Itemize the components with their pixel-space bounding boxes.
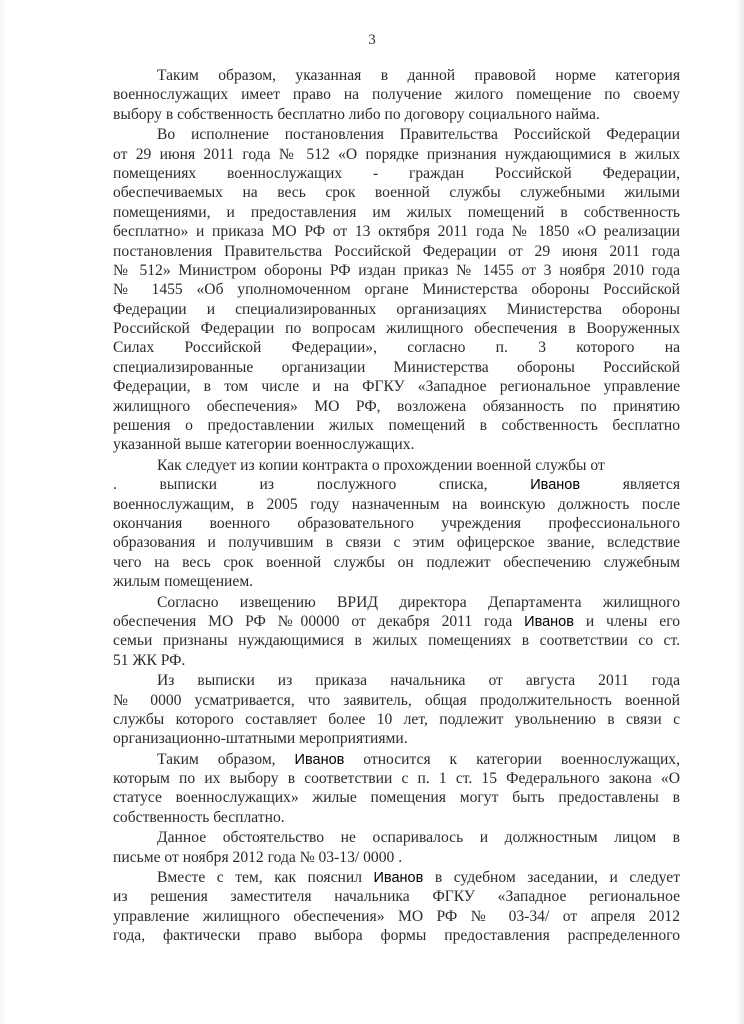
paragraph: [113, 125, 680, 455]
text-line: [113, 750, 680, 769]
text-line: [113, 203, 680, 222]
text-segment: службы которого составляет более 10 лет, подлежит увольнению в связи с: [113, 710, 680, 728]
text-segment: в судебном заседании, и следует: [423, 869, 680, 887]
text-line: [113, 397, 680, 416]
text-line: [113, 358, 680, 377]
text-segment: и члены его: [573, 612, 680, 630]
text-segment: военнослужащих имеет право на получение жилого помещение по своему: [113, 86, 680, 104]
text-segment: 51 ЖК РФ.: [113, 651, 186, 669]
document-body: [113, 66, 680, 947]
text-segment: Российской Федерации по вопросам жилищного обеспечения в Вооруженных: [113, 320, 680, 338]
text-line: [113, 788, 680, 807]
text-line: [113, 145, 680, 164]
person-name: Иванов: [373, 870, 424, 887]
text-line: [113, 222, 680, 241]
text-line: [113, 631, 680, 650]
text-line: [113, 435, 680, 454]
text-line: [113, 729, 680, 748]
text-segment: организационно-штатными мероприятиями.: [113, 730, 408, 748]
text-line: [113, 769, 680, 788]
text-segment: № 1455 «Об уполномоченном органе Министерства обороны Российской: [113, 281, 680, 299]
text-line: [113, 533, 680, 552]
text-segment: Из выписки из приказа начальника от августа 2011 года: [157, 672, 680, 690]
text-segment: которым по их выбору в соответствии с п. 1 ст. 15 Федерального закона «О: [113, 770, 680, 788]
text-line: [113, 66, 680, 85]
text-line: [113, 868, 680, 887]
text-segment: чего на весь срок военной службы он подлежит обеспечению служебным: [113, 553, 680, 571]
person-name: Иванов: [530, 477, 581, 494]
text-segment: постановления Правительства Российской Федерации от 29 июня 2011 года: [113, 242, 680, 260]
text-segment: обеспечения МО РФ №00000 от декабря 2011 года: [113, 612, 525, 630]
paragraph: [113, 456, 680, 592]
text-segment: управление жилищного обеспечения» МО РФ № 03-34/ от апреля 2012: [113, 907, 680, 925]
text-segment: Как следует из копии контракта о прохождении военной службы от: [157, 456, 605, 474]
text-line: [113, 907, 680, 926]
text-segment: Федерации, в том числе и на ФГКУ «Западное региональное управление: [113, 378, 680, 396]
text-line: [113, 319, 680, 338]
text-line: [113, 593, 680, 612]
text-line: [113, 164, 680, 183]
text-segment: из решения заместителя начальника ФГКУ «Западное региональное: [113, 888, 680, 906]
text-line: [113, 514, 680, 533]
text-segment: жилищного обеспечения» МО РФ, возложена обязанность по принятию: [113, 397, 680, 415]
paragraph: [113, 66, 680, 124]
text-line: [113, 261, 680, 280]
text-segment: окончания военного образовательного учреждения профессионального: [113, 514, 680, 532]
text-segment: Таким образом, указанная в данной правовой норме категория: [157, 67, 680, 84]
text-line: [113, 377, 680, 396]
text-line: [113, 125, 680, 144]
text-segment: семьи признаны нуждающимися в жилых помещениях в соответствии со ст.: [113, 632, 680, 650]
text-segment: специализированные организации Министерства обороны Российской: [113, 358, 680, 376]
paragraph: [113, 868, 680, 946]
text-segment: образования и получившим в связи с этим офицерское звание, вследствие: [113, 534, 680, 552]
text-line: [113, 612, 680, 631]
text-line: [113, 926, 680, 945]
text-line: [113, 848, 680, 867]
text-line: [113, 691, 680, 710]
text-segment: от 29 июня 2011 года № 512 «О порядке признания нуждающимися в жилых: [113, 145, 680, 163]
text-segment: относится к категории военнослужащих,: [344, 750, 680, 768]
text-segment: статусе военнослужащих» жилые помещения могут быть предоставлены в: [113, 789, 680, 807]
person-name: Иванов: [294, 751, 345, 768]
text-segment: Вместе с тем, как пояснил: [157, 869, 374, 887]
text-segment: Таким образом,: [157, 750, 295, 768]
text-line: [113, 475, 680, 494]
text-line: [113, 338, 680, 357]
text-line: [113, 572, 680, 591]
text-segment: Данное обстоятельство не оспаривалось и должностным лицом в: [157, 829, 680, 847]
text-line: [113, 553, 680, 572]
text-line: [113, 808, 680, 827]
text-segment: помещениями, и предоставления им жилых помещений в собственность: [113, 203, 680, 221]
text-segment: года, фактически право выбора формы предоставления распределенного: [113, 927, 680, 945]
paragraph: [113, 671, 680, 749]
text-line: [113, 651, 680, 670]
text-segment: жилым помещением.: [113, 573, 254, 591]
text-segment: выбору в собственность бесплатно либо по договору социального найма.: [113, 105, 600, 123]
text-segment: помещениях военнослужащих - граждан Российской Федерации,: [113, 164, 680, 182]
text-line: [113, 242, 680, 261]
text-segment: Согласно извещению ВРИД директора Департамента жилищного: [157, 593, 680, 611]
text-line: [113, 456, 680, 475]
paragraph: [113, 750, 680, 828]
text-segment: . выписки из послужного списка,: [113, 476, 531, 494]
text-segment: № 0000 усматривается, что заявитель, общая продолжительность военной: [113, 691, 680, 709]
text-line: [113, 416, 680, 435]
text-line: [113, 280, 680, 299]
text-segment: Федерации и специализированных организациях Министерства обороны: [113, 300, 680, 318]
text-segment: письме от ноября 2012 года № 03-13/ 0000 .: [113, 848, 403, 866]
page-number: 3: [368, 32, 376, 48]
person-name: Иванов: [524, 613, 574, 630]
text-line: [113, 710, 680, 729]
paragraph: [113, 593, 680, 671]
text-line: [113, 85, 680, 104]
text-segment: указанной выше категории военнослужащих.: [113, 436, 415, 454]
text-line: [113, 183, 680, 202]
text-segment: бесплатно» и приказа МО РФ от 13 октября 2011 года № 1850 «О реализации: [113, 223, 680, 241]
text-segment: Силах Российской Федерации», согласно п. 3 которого на: [113, 339, 680, 357]
text-segment: решения о предоставлении жилых помещений в собственность бесплатно: [113, 417, 680, 435]
paragraph: [113, 828, 680, 867]
text-segment: собственность бесплатно.: [113, 808, 285, 826]
text-segment: № 512» Министром обороны РФ издан приказ № 1455 от 3 ноября 2010 года: [113, 261, 680, 279]
text-line: [113, 300, 680, 319]
text-line: [113, 671, 680, 690]
text-segment: является: [580, 476, 680, 494]
text-line: [113, 105, 680, 124]
text-segment: обеспечиваемых на весь срок военной службы служебными жилыми: [113, 184, 680, 202]
text-line: [113, 887, 680, 906]
text-line: [113, 828, 680, 847]
text-segment: Во исполнение постановления Правительства Российской Федерации: [157, 126, 680, 144]
text-segment: военнослужащим, в 2005 году назначенным на воинскую должность после: [113, 495, 680, 513]
text-line: [113, 495, 680, 514]
